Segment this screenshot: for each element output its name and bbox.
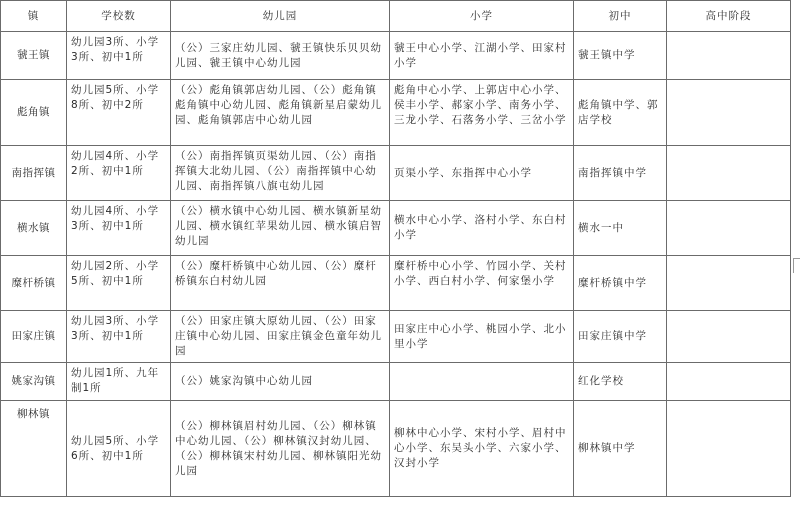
primary-cell: 糜杆桥中心小学、竹园小学、关村小学、西白村小学、何家堡小学 bbox=[390, 256, 574, 311]
primary-cell: 彪角中心小学、上郭店中心小学、侯丰小学、郝家小学、南务小学、三龙小学、石落务小学、三岔小学 bbox=[390, 80, 574, 146]
senior-cell bbox=[667, 363, 791, 401]
header-junior: 初中 bbox=[574, 1, 667, 32]
table-row bbox=[1, 146, 791, 201]
junior-cell: 彪角镇中学、郭店学校 bbox=[574, 80, 667, 146]
kindergarten-cell: （公）姚家沟镇中心幼儿园 bbox=[171, 363, 390, 401]
table-row bbox=[1, 401, 791, 497]
kindergarten-cell: （公）三家庄幼儿园、虢王镇快乐贝贝幼儿园、虢王镇中心幼儿园 bbox=[171, 32, 390, 80]
kindergarten-cell: （公）糜杆桥镇中心幼儿园、（公）糜杆桥镇东白村幼儿园 bbox=[171, 256, 390, 311]
town-cell: 横水镇 bbox=[1, 201, 67, 256]
junior-cell: 虢王镇中学 bbox=[574, 32, 667, 80]
kindergarten-cell: （公）田家庄镇大原幼儿园、（公）田家庄镇中心幼儿园、田家庄镇金色童年幼儿园 bbox=[171, 311, 390, 363]
town-cell: 柳林镇 bbox=[1, 401, 67, 497]
schools-cell: 幼儿园5所、小学8所、初中2所 bbox=[67, 80, 171, 146]
kindergarten-cell: （公）南指挥镇页渠幼儿园、（公）南指挥镇大北幼儿园、（公）南指挥镇中心幼儿园、南指挥镇八旗屯幼儿园 bbox=[171, 146, 390, 201]
junior-cell: 糜杆桥镇中学 bbox=[574, 256, 667, 311]
header-kindergarten: 幼儿园 bbox=[171, 1, 390, 32]
primary-cell: 虢王中心小学、江湖小学、田家村小学 bbox=[390, 32, 574, 80]
town-cell: 姚家沟镇 bbox=[1, 363, 67, 401]
senior-cell bbox=[667, 80, 791, 146]
town-cell: 南指挥镇 bbox=[1, 146, 67, 201]
table-row bbox=[1, 256, 791, 311]
senior-cell bbox=[667, 311, 791, 363]
primary-cell: 田家庄中心小学、桃园小学、北小里小学 bbox=[390, 311, 574, 363]
header-schools: 学校数 bbox=[67, 1, 171, 32]
kindergarten-cell: （公）横水镇中心幼儿园、横水镇新星幼儿园、横水镇红苹果幼儿园、横水镇启智幼儿园 bbox=[171, 201, 390, 256]
schools-cell: 幼儿园3所、小学3所、初中1所 bbox=[67, 32, 171, 80]
page-edge-mark bbox=[793, 258, 800, 273]
header-row bbox=[1, 1, 791, 32]
table-row bbox=[1, 201, 791, 256]
senior-cell bbox=[667, 201, 791, 256]
town-cell: 糜杆桥镇 bbox=[1, 256, 67, 311]
header-primary: 小学 bbox=[390, 1, 574, 32]
primary-cell: 横水中心小学、洛村小学、东白村小学 bbox=[390, 201, 574, 256]
header-senior: 高中阶段 bbox=[667, 1, 791, 32]
table-row bbox=[1, 32, 791, 80]
junior-cell: 红化学校 bbox=[574, 363, 667, 401]
schools-cell: 幼儿园2所、小学5所、初中1所 bbox=[67, 256, 171, 311]
junior-cell: 南指挥镇中学 bbox=[574, 146, 667, 201]
junior-cell: 柳林镇中学 bbox=[574, 401, 667, 497]
kindergarten-cell: （公）彪角镇郭店幼儿园、（公）彪角镇彪角镇中心幼儿园、彪角镇新星启蒙幼儿园、彪角镇郭店中心幼儿园 bbox=[171, 80, 390, 146]
schools-cell: 幼儿园1所、九年制1所 bbox=[67, 363, 171, 401]
schools-cell: 幼儿园3所、小学3所、初中1所 bbox=[67, 311, 171, 363]
primary-cell: 柳林中心小学、宋村小学、眉村中心小学、东吴头小学、六家小学、汉封小学 bbox=[390, 401, 574, 497]
table-row bbox=[1, 311, 791, 363]
senior-cell bbox=[667, 32, 791, 80]
primary-cell: 页渠小学、东指挥中心小学 bbox=[390, 146, 574, 201]
header-town: 镇 bbox=[1, 1, 67, 32]
senior-cell bbox=[667, 256, 791, 311]
schools-cell: 幼儿园5所、小学6所、初中1所 bbox=[67, 401, 171, 497]
table-row bbox=[1, 80, 791, 146]
junior-cell: 横水一中 bbox=[574, 201, 667, 256]
table-row bbox=[1, 363, 791, 401]
senior-cell bbox=[667, 146, 791, 201]
schools-cell: 幼儿园4所、小学3所、初中1所 bbox=[67, 201, 171, 256]
town-cell: 虢王镇 bbox=[1, 32, 67, 80]
kindergarten-cell: （公）柳林镇眉村幼儿园、（公）柳林镇中心幼儿园、（公）柳林镇汉封幼儿园、（公）柳林镇宋村幼儿园、柳林镇阳光幼儿园 bbox=[171, 401, 390, 497]
primary-cell bbox=[390, 363, 574, 401]
town-cell: 田家庄镇 bbox=[1, 311, 67, 363]
schools-cell: 幼儿园4所、小学2所、初中1所 bbox=[67, 146, 171, 201]
junior-cell: 田家庄镇中学 bbox=[574, 311, 667, 363]
town-cell: 彪角镇 bbox=[1, 80, 67, 146]
senior-cell bbox=[667, 401, 791, 497]
